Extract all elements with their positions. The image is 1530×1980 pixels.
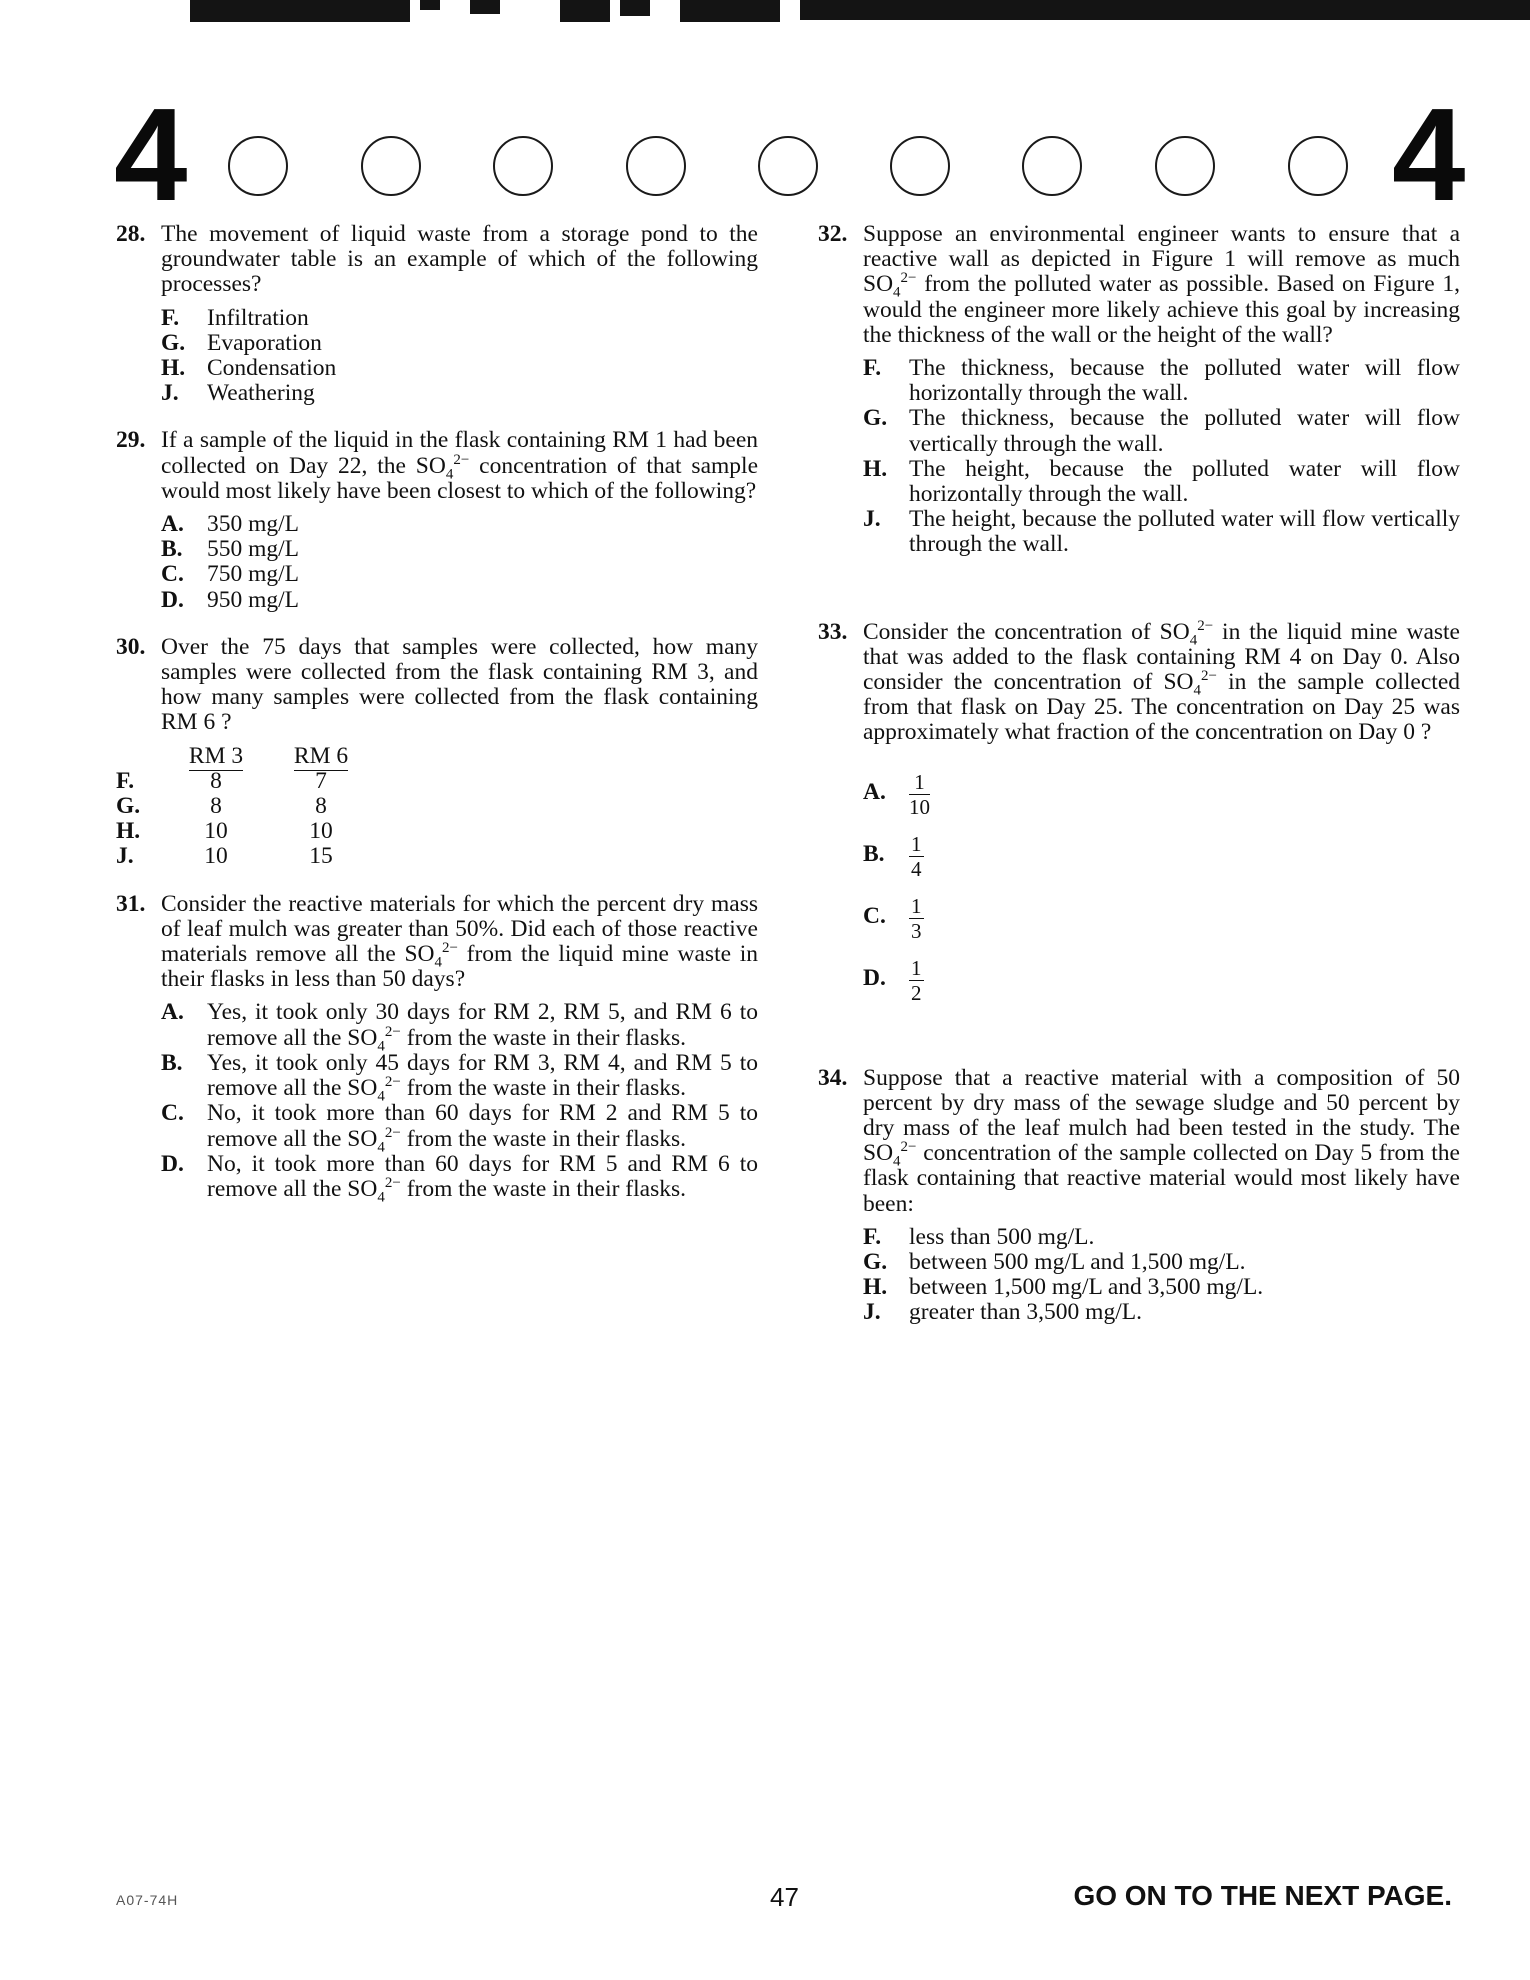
column-header-rm3: RM 3 (188, 742, 244, 769)
question-29 (116, 428, 758, 612)
left-column (116, 221, 759, 1206)
answer-option-d[interactable]: D. 950 mg/L (161, 586, 300, 613)
question-number: 28. (116, 221, 146, 247)
answer-option-b[interactable]: B. Yes, it took only 45 days for RM 3, RM 4, and RM 5 to remove all the $SO_4^{2-}$ from the waste in their flasks. (161, 1049, 758, 1105)
section-header (0, 81, 1530, 228)
answer-option-c[interactable]: C. $\frac{1}{3}$ (863, 893, 922, 943)
answer-option-f[interactable]: F. Infiltration (161, 304, 309, 331)
answer-option-h[interactable]: H. between 1,500 mg/L and 3,500 mg/L. (863, 1274, 1264, 1301)
question-number: 29. (116, 427, 146, 454)
right-column (818, 222, 1460, 1326)
question-stem: Consider the concentration of $SO_4^{2-}$ in the liquid mine waste that was added to the flask containing RM 4 on Day 0. Also consider the concentration of $SO_4^{2-}$ in the sample collected from that flask on Day 25. The concentration on Day 25 was approximately what fraction of the concentration on Day 0 ? (863, 617, 1460, 746)
question-31 (116, 890, 758, 1206)
answer-option-b[interactable]: B. 550 mg/L (161, 536, 300, 563)
question-stem: Suppose that a reactive material with a composition of 50 percent by dry mass of the sewage sludge and 50 percent by dry mass of the leaf mulch had been tested in the study. The $SO_4^{2-}$ concentration of the sample collected on Day 5 from the flask containing that reactive material would most likely have been: (863, 1064, 1460, 1217)
question-number: 30. (116, 633, 146, 660)
answer-option-g[interactable]: G. 8 8 (116, 793, 327, 820)
answer-options (161, 512, 758, 613)
answer-option-h[interactable]: H. 10 10 (116, 818, 333, 845)
question-34 (818, 1066, 1460, 1326)
answer-table (116, 744, 372, 870)
question-stem: If a sample of the liquid in the flask containing RM 1 had been collected on Day 22, the $SO_4^{2-}$ concentration of that sample would most likely have been closest to which of the following? (161, 427, 759, 504)
question-stem: The movement of liquid waste from a storage pond to the groundwater table is an example of which of the following processes? (161, 221, 758, 298)
header-circle-icon (1288, 136, 1348, 196)
question-number: 32. (818, 221, 848, 247)
answer-option-a[interactable]: A. $\frac{1}{10}$ (863, 769, 930, 819)
answer-option-h[interactable]: H. The height, because the polluted water will flow horizontally through the wall. (863, 455, 1460, 508)
answer-option-d[interactable]: D. $\frac{1}{2}$ (863, 955, 922, 1005)
answer-option-j[interactable]: J. 10 15 (116, 843, 333, 870)
answer-options (863, 1225, 1460, 1326)
answer-options (863, 770, 1460, 1018)
answer-option-a[interactable]: A. Yes, it took only 30 days for RM 2, RM 5, and RM 6 to remove all the $SO_4^{2-}$ from the waste in their flasks. (161, 999, 758, 1055)
answer-option-g[interactable]: G. between 500 mg/L and 1,500 mg/L. (863, 1249, 1246, 1276)
answer-option-f[interactable]: F. The thickness, because the polluted water will flow horizontally through the wall. (863, 355, 1460, 407)
answer-option-c[interactable]: C. 750 mg/L (161, 561, 300, 588)
fraction: $\frac{1}{10}$ (909, 769, 930, 819)
header-circle-icon (890, 136, 950, 196)
answer-option-j[interactable]: J. Weathering (161, 380, 315, 407)
answer-option-g[interactable]: G. Evaporation (161, 329, 322, 356)
header-circle-icon (626, 136, 686, 196)
page-number: 47 (770, 1882, 799, 1912)
fraction: $\frac{1}{2}$ (911, 955, 922, 1005)
answer-option-j[interactable]: J. greater than 3,500 mg/L. (863, 1299, 1142, 1326)
question-stem: Suppose an environmental engineer wants to ensure that a reactive wall as depicted in Figure 1 will remove as much $SO_4^{2-}$ from the polluted water as possible. Based on Figure 1, would the engineer more likely achieve this goal by increasing the thickness of the wall or the height of the wall? (863, 221, 1460, 348)
question-stem: Over the 75 days that samples were collected, how many samples were collected from the flask containing RM 3, and how many samples were collected from the flask containing RM 6 ? (161, 633, 758, 736)
answer-option-f[interactable]: F. 8 7 (116, 767, 327, 794)
question-32 (818, 222, 1460, 558)
answer-option-c[interactable]: C. No, it took more than 60 days for RM 2 and RM 5 to remove all the $SO_4^{2-}$ from the waste in their flasks. (161, 1100, 758, 1156)
header-circle-icon (1155, 136, 1215, 196)
answer-option-b[interactable]: B. $\frac{1}{4}$ (863, 831, 922, 881)
question-stem: Consider the reactive materials for which the percent dry mass of leaf mulch was greater than 50%. Did each of those reactive materials remove all the $SO_4^{2-}$ from the liquid mine waste in their flasks in less than 50 days? (161, 890, 758, 993)
question-number: 31. (116, 890, 146, 917)
form-code: A07-74H (116, 1892, 179, 1908)
answer-option-j[interactable]: J. The height, because the polluted water will flow vertically through the wall. (863, 506, 1460, 558)
scan-artifact-bar (0, 0, 1530, 22)
answer-option-a[interactable]: A. 350 mg/L (161, 511, 300, 538)
fraction: $\frac{1}{4}$ (911, 831, 922, 881)
answer-option-f[interactable]: F. less than 500 mg/L. (863, 1223, 1095, 1250)
question-30 (116, 635, 758, 870)
answer-options (161, 999, 758, 1206)
section-number-left: 4 (114, 81, 188, 228)
header-circle-icon (758, 136, 818, 196)
answer-option-g[interactable]: G. The thickness, because the polluted water will flow vertically through the wall. (863, 405, 1460, 457)
header-circle-icon (493, 136, 553, 196)
answer-option-h[interactable]: H. Condensation (161, 355, 337, 382)
fraction: $\frac{1}{3}$ (911, 893, 922, 943)
question-28 (116, 222, 758, 406)
answer-option-d[interactable]: D. No, it took more than 60 days for RM 5 and RM 6 to remove all the $SO_4^{2-}$ from the waste in their flasks. (161, 1150, 758, 1206)
header-circle-icon (1022, 136, 1082, 196)
answer-options (161, 306, 758, 407)
answer-options (863, 356, 1460, 558)
question-number: 33. (818, 618, 848, 645)
go-to-next-page-notice: GO ON TO THE NEXT PAGE. (1073, 1880, 1452, 1911)
header-circle-icon (361, 136, 421, 196)
section-number-right: 4 (1392, 81, 1466, 228)
header-circle-icon (228, 136, 288, 196)
question-number: 34. (818, 1064, 848, 1091)
column-header-rm6: RM 6 (293, 742, 349, 769)
question-33 (818, 617, 1460, 1018)
